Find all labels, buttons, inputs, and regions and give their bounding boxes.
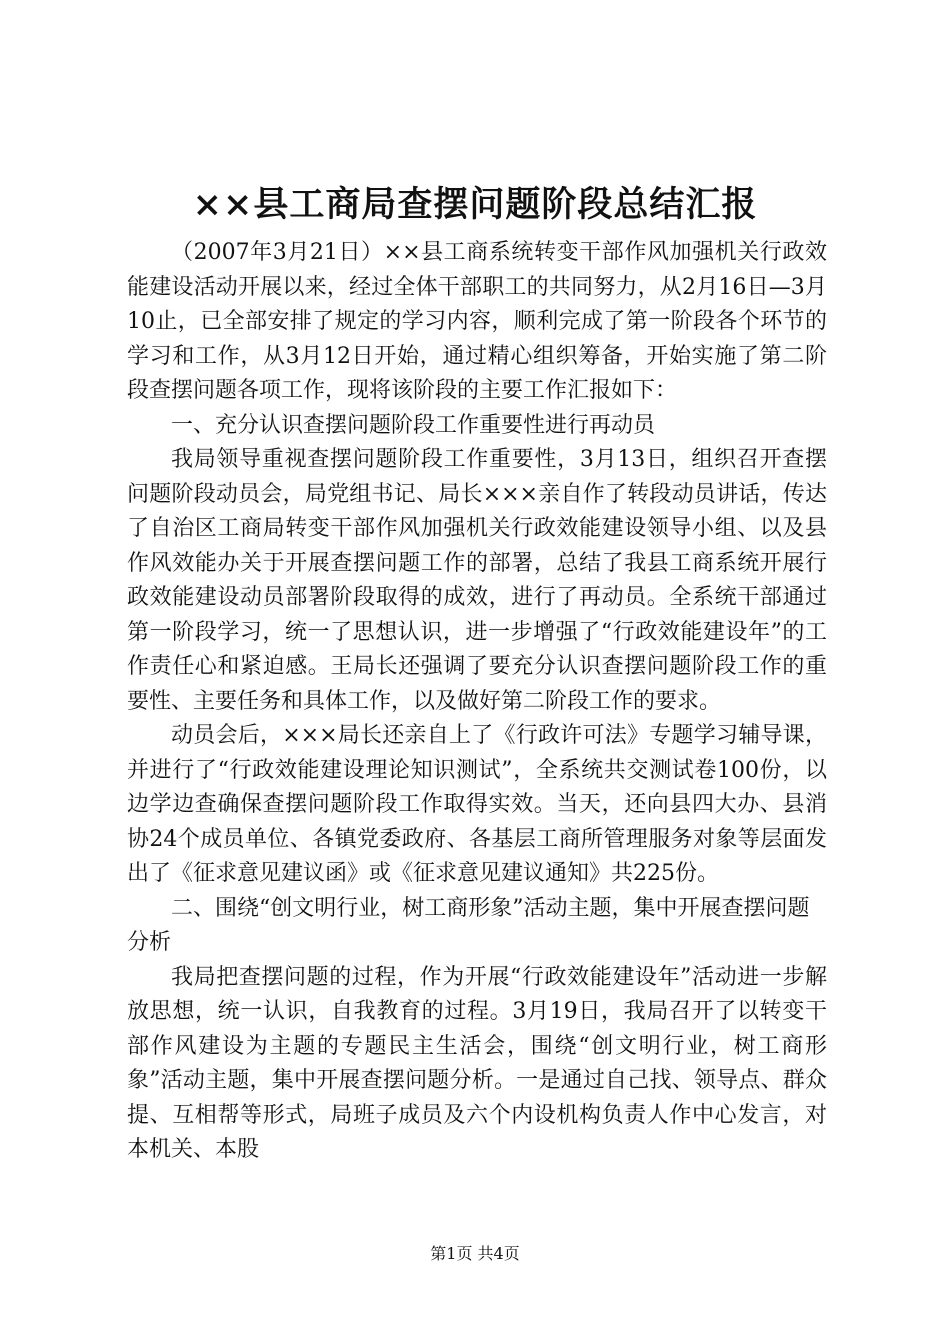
document-body xyxy=(127,236,827,1168)
section-1-paragraph-1: 我局领导重视查摆问题阶段工作重要性，3月13日，组织召开查摆问题阶段动员会，局党组书记、局长×××亲自作了转段动员讲话，传达了自治区工商局转变干部作风加强机关行政效能建设领导小组、以及县作风效能办关于开展查摆问题工作的部署，总结了我县工商系统开展行政效能建设动员部署阶段取得的成效，进行了再动员。全系统干部通过第一阶段学习，统一了思想认识，进一步增强了“行政效能建设年”的工作责任心和紧迫感。王局长还强调了要充分认识查摆问题阶段工作的重要性、主要任务和具体工作，以及做好第二阶段工作的要求。 xyxy=(127,447,827,714)
section-heading-1: 一、充分认识查摆问题阶段工作重要性进行再动员 xyxy=(171,412,656,438)
intro-paragraph: （2007年3月21日）××县工商系统转变干部作风加强机关行政效能建设活动开展以来，经过全体干部职工的共同努力，从2月16日—3月10止，已全部安排了规定的学习内容，顺利完成了第一阶段各个环节的学习和工作，从3月12日开始，通过精心组织筹备，开始实施了第二阶段查摆问题各项工作，现将该阶段的主要工作汇报如下： xyxy=(127,240,827,403)
section-heading-2: 二、围绕“创文明行业，树工商形象”活动主题，集中开展查摆问题分析 xyxy=(127,895,810,955)
section-2-paragraph-1: 我局把查摆问题的过程，作为开展“行政效能建设年”活动进一步解放思想，统一认识，自我教育的过程。3月19日，我局召开了以转变干部作风建设为主题的专题民主生活会，围绕“创文明行业，树工商形象”活动主题，集中开展查摆问题分析。一是通过自己找、领导点、群众提、互相帮等形式，局班子成员及六个内设机构负责人作中心发言，对本机关、本股 xyxy=(127,964,827,1162)
page-number-footer: 第1页 共4页 xyxy=(430,1244,520,1263)
section-1-paragraph-2: 动员会后，×××局长还亲自上了《行政许可法》专题学习辅导课，并进行了“行政效能建设理论知识测试”，全系统共交测试卷100份，以边学边查确保查摆问题阶段工作取得实效。当天，还向县四大办、县消协24个成员单位、各镇党委政府、各基层工商所管理服务对象等层面发出了《征求意见建议函》或《征求意见建议通知》共225份。 xyxy=(127,723,827,886)
document-title: ××县工商局查摆问题阶段总结汇报 xyxy=(192,184,758,225)
